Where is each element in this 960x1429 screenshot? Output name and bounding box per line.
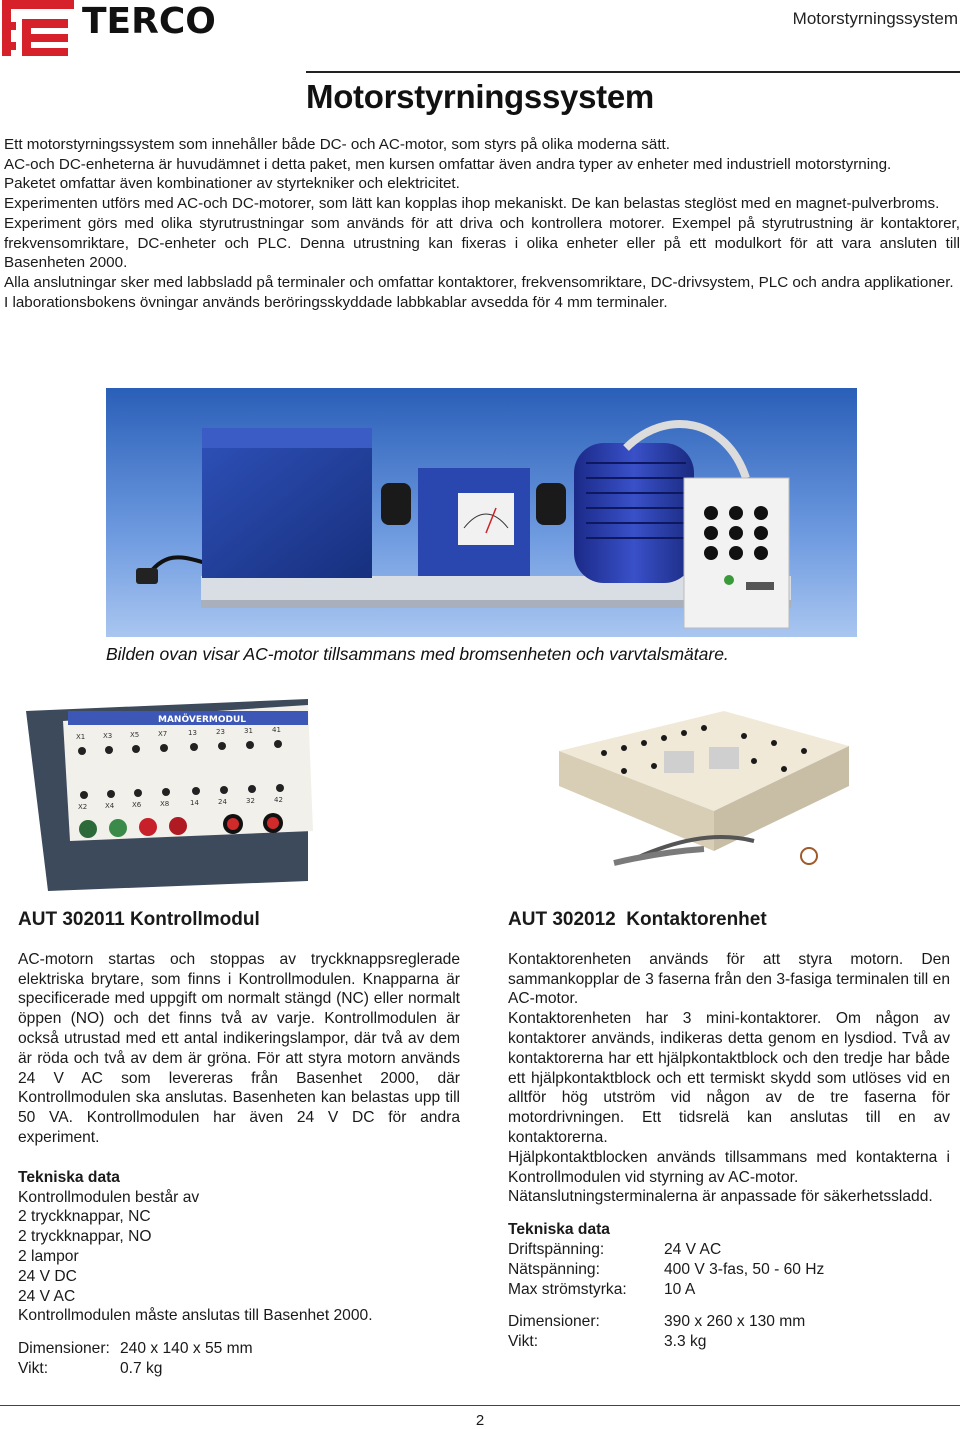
spec-row [508, 1240, 950, 1260]
left-tech-line: 2 tryckknappar, NC [18, 1208, 151, 1226]
panel-bottom-label: X4 [105, 802, 115, 810]
dim-value: 3.3 kg [664, 1333, 707, 1351]
panel-bottom-label: X8 [160, 800, 170, 808]
intro-p3: Paketet omfattar även kombinationer av styrtekniker och elektricitet. [4, 175, 460, 193]
panel-bottom-label: X2 [78, 803, 88, 811]
intro-text [4, 135, 960, 312]
spec-row [508, 1260, 950, 1280]
intro-p2: AC-och DC-enheterna är huvudämnet i detta paket, men kursen omfattar även andra typer av enheter med industriell motorstyrning. [4, 155, 892, 173]
left-column [18, 910, 460, 1379]
spec-row [508, 1280, 950, 1300]
panel-top-label: X7 [158, 730, 168, 738]
left-tech-line: 2 tryckknappar, NO [18, 1228, 152, 1246]
motor-setup-photo [106, 388, 857, 637]
panel-top-label: X3 [103, 732, 113, 740]
spec-key: Nätspänning: [508, 1260, 600, 1278]
panel-bottom-label: X6 [132, 801, 142, 809]
dim-row [508, 1332, 950, 1352]
right-heading: AUT 302012 Kontaktorenhet [508, 909, 767, 930]
dim-label: Dimensioner: [18, 1340, 110, 1358]
terco-logo [2, 0, 272, 56]
spec-key: Max strömstyrka: [508, 1280, 627, 1298]
right-body-1: Kontaktorenheten används för att styra motorn. Den sammankopplar de 3 faserna från den 3-fasiga terminalen till en AC-motor. [508, 950, 950, 1008]
brand-text: TERCO [82, 1, 216, 42]
panel-bottom-label: 24 [218, 798, 227, 806]
panel-top-label: 23 [216, 728, 225, 736]
dim-key: Dimensioner: [508, 1313, 600, 1331]
spec-key: Driftspänning: [508, 1240, 605, 1258]
left-tech-line: Kontrollmodulen består av [18, 1188, 200, 1206]
panel-bottom-label: 32 [246, 797, 255, 805]
title-rule [306, 71, 960, 73]
intro-p5: Experiment görs med olika styrutrustningar som används för att driva och kontrollera motorer. Exempel på styrutrustning är kontaktorer, frekvensomriktare, DC-enheter och PLC. Denna utrustning kan fixeras i olika enheter eller på ett modulkort för att vara ansluten till Basenheten 2000. [4, 214, 960, 272]
module-label: MANÖVERMODUL [158, 715, 247, 725]
intro-p4: Experimenten utförs med AC-och DC-motorer, som lätt kan kopplas ihop mekaniskt. De kan belastas steglöst med en magnet-pulverbroms. [4, 195, 940, 213]
running-title: Motorstyrningssystem [792, 9, 958, 28]
spec-value: 400 V 3-fas, 50 - 60 Hz [664, 1260, 825, 1278]
footer-rule [0, 1405, 960, 1406]
dim-key: Vikt: [508, 1333, 539, 1351]
weight-value: 0.7 kg [120, 1359, 163, 1377]
right-body-2: Kontaktorenheten har 3 mini-kontaktorer. Om någon av kontaktorer används, indikeras detta genom en lysdiod. Två av kontaktorerna har ett hjälpkontaktblock och den tredje har både ett hjälpkontaktblock och ett termiskt skydd som utlöses vid en alltför hög utström vid någon av de tre faserna för motordrivningen. Ett tidsrelä kan anslutas till en av kontaktorerna. [508, 1010, 950, 1146]
dim-value: 240 x 140 x 55 mm [120, 1340, 253, 1358]
panel-top-label: 31 [244, 727, 253, 735]
dim-value: 390 x 260 x 130 mm [664, 1313, 806, 1331]
left-tech-heading: Tekniska data [18, 1168, 120, 1186]
left-tech-line: 2 lampor [18, 1247, 79, 1265]
left-body: AC-motorn startas och stoppas av tryckknappsreglerade elektriska brytare, som finns i Kontrollmodulen. Knapparna är specificerade med uppgift om normalt stängd (NC) eller normalt öppen (NO) och det finns två av varje. Kontrollmodulen är också utrustad med ett antal indikeringslampor, där två av dem är röda och två av dem är gröna. För att styra motorn används 24 V AC som levereras från Basenhet 2000, där Kontrollmodulen ska anslutas. Basenheten kan belastas upp till 50 VA. Kontrollmodulen har även 24 V DC för andra experiment. [18, 950, 460, 1146]
panel-top-label: X1 [76, 733, 86, 741]
panel-top-label: 13 [188, 729, 197, 737]
spec-value: 10 A [664, 1280, 696, 1298]
weight-label: Vikt: [18, 1359, 49, 1377]
panel-bottom-label: 42 [274, 796, 283, 804]
left-tech-line: Kontrollmodulen måste anslutas till Basenhet 2000. [18, 1307, 373, 1325]
page-title: Motorstyrningssystem [306, 78, 654, 115]
spec-value: 24 V AC [664, 1240, 722, 1258]
right-column [508, 910, 950, 1352]
dim-row [508, 1312, 950, 1332]
panel-top-label: X5 [130, 731, 140, 739]
right-tech-heading: Tekniska data [508, 1221, 610, 1239]
right-body-3: Hjälpkontaktblocken används tillsammans med kontakterna i Kontrollmodulen vid styrning av AC-motor. [508, 1148, 950, 1186]
left-tech-line: 24 V DC [18, 1267, 77, 1285]
left-heading: AUT 302011 Kontrollmodul [18, 909, 260, 930]
panel-bottom-label: 14 [190, 799, 199, 807]
panel-top-label: 41 [272, 726, 281, 734]
intro-p6: Alla anslutningar sker med labbsladd på terminaler och omfattar kontaktorer, frekvensomriktare, DC-drivsystem, PLC och andra applikationer. [4, 273, 954, 291]
left-tech-line: 24 V AC [18, 1287, 76, 1305]
left-weight-row [18, 1359, 460, 1379]
intro-p1: Ett motorstyrningssystem som innehåller både DC- och AC-motor, som styrs på olika moderna sätt. [4, 136, 670, 153]
page-number: 2 [475, 1412, 485, 1429]
left-dimensions-row [18, 1339, 460, 1359]
intro-p7: I laborationsbokens övningar används beröringsskyddade labbkablar avsedda för 4 mm terminaler. [4, 293, 668, 311]
photo-caption: Bilden ovan visar AC-motor tillsammans med bromsenheten och varvtalsmätare. [106, 644, 729, 664]
right-body-4: Nätanslutningsterminalerna är anpassade för säkerhetssladd. [508, 1188, 933, 1206]
control-module-photo [8, 691, 355, 893]
contactor-unit-photo [514, 691, 856, 885]
